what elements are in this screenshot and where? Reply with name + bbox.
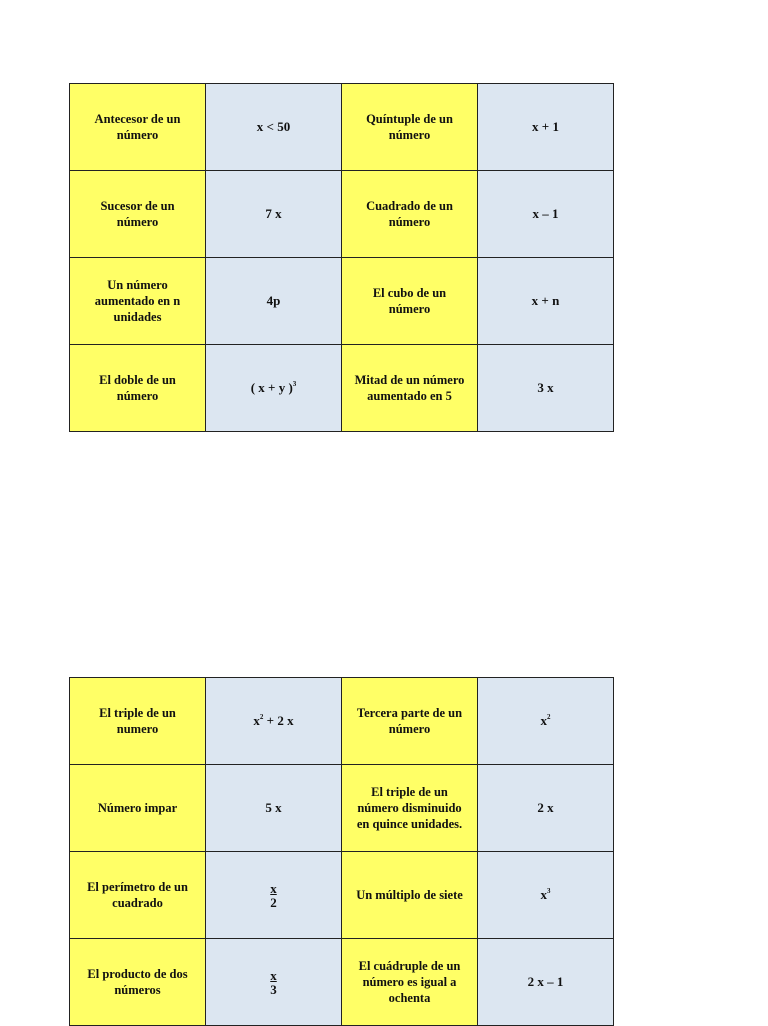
expression-base: ( x + y )	[250, 379, 293, 395]
expression-cell: 5 x	[206, 765, 342, 852]
exponent: 3	[292, 379, 297, 388]
table-row	[70, 765, 614, 852]
description-cell: El cubo de un número	[342, 258, 478, 345]
expression-cell	[206, 345, 342, 432]
fraction	[270, 882, 277, 909]
exponent: 2	[547, 712, 551, 721]
exponent: 2	[259, 712, 264, 721]
exponent: 3	[547, 886, 551, 895]
description-cell: Un número aumentado en n unidades	[70, 258, 206, 345]
fraction-denominator: 2	[270, 894, 277, 910]
expression-rest: + 2 x	[263, 712, 294, 728]
expression-cell	[206, 939, 342, 1026]
description-cell: Antecesor de un número	[70, 84, 206, 171]
expression-cell: x + 1	[478, 84, 614, 171]
expression-cell: 3 x	[478, 345, 614, 432]
table-row	[70, 678, 614, 765]
table-row	[70, 852, 614, 939]
top-card-table	[69, 83, 614, 432]
description-cell: El triple de un numero	[70, 678, 206, 765]
expression-cell: 7 x	[206, 171, 342, 258]
table-row	[70, 345, 614, 432]
description-cell: Quíntuple de un número	[342, 84, 478, 171]
expression-base: x	[540, 886, 547, 902]
description-cell: El triple de un número disminuido en quince unidades.	[342, 765, 478, 852]
description-cell: El doble de un número	[70, 345, 206, 432]
description-cell: El producto de dos números	[70, 939, 206, 1026]
table-row	[70, 171, 614, 258]
expression-cell: 4p	[206, 258, 342, 345]
description-cell: Un múltiplo de siete	[342, 852, 478, 939]
expression-cell	[478, 852, 614, 939]
expression-cell: 2 x	[478, 765, 614, 852]
expression-cell: 2 x – 1	[478, 939, 614, 1026]
expression-cell	[206, 852, 342, 939]
expression-cell	[206, 678, 342, 765]
expression-cell: x < 50	[206, 84, 342, 171]
bottom-card-table	[69, 677, 614, 1026]
table-row	[70, 258, 614, 345]
table-row	[70, 84, 614, 171]
expression-cell: x + n	[478, 258, 614, 345]
description-cell: Sucesor de un número	[70, 171, 206, 258]
expression-cell	[478, 678, 614, 765]
fraction-numerator: x	[270, 880, 277, 896]
expression-base: x	[253, 712, 260, 728]
expression-base: x	[540, 712, 547, 728]
description-cell: El perímetro de un cuadrado	[70, 852, 206, 939]
table-row	[70, 939, 614, 1026]
expression-cell: x – 1	[478, 171, 614, 258]
description-cell: El cuádruple de un número es igual a ochenta	[342, 939, 478, 1026]
description-cell: Cuadrado de un número	[342, 171, 478, 258]
description-cell: Número impar	[70, 765, 206, 852]
description-cell: Tercera parte de un número	[342, 678, 478, 765]
description-cell: Mitad de un número aumentado en 5	[342, 345, 478, 432]
fraction-numerator: x	[270, 967, 277, 983]
fraction	[270, 969, 277, 996]
fraction-denominator: 3	[270, 981, 277, 997]
